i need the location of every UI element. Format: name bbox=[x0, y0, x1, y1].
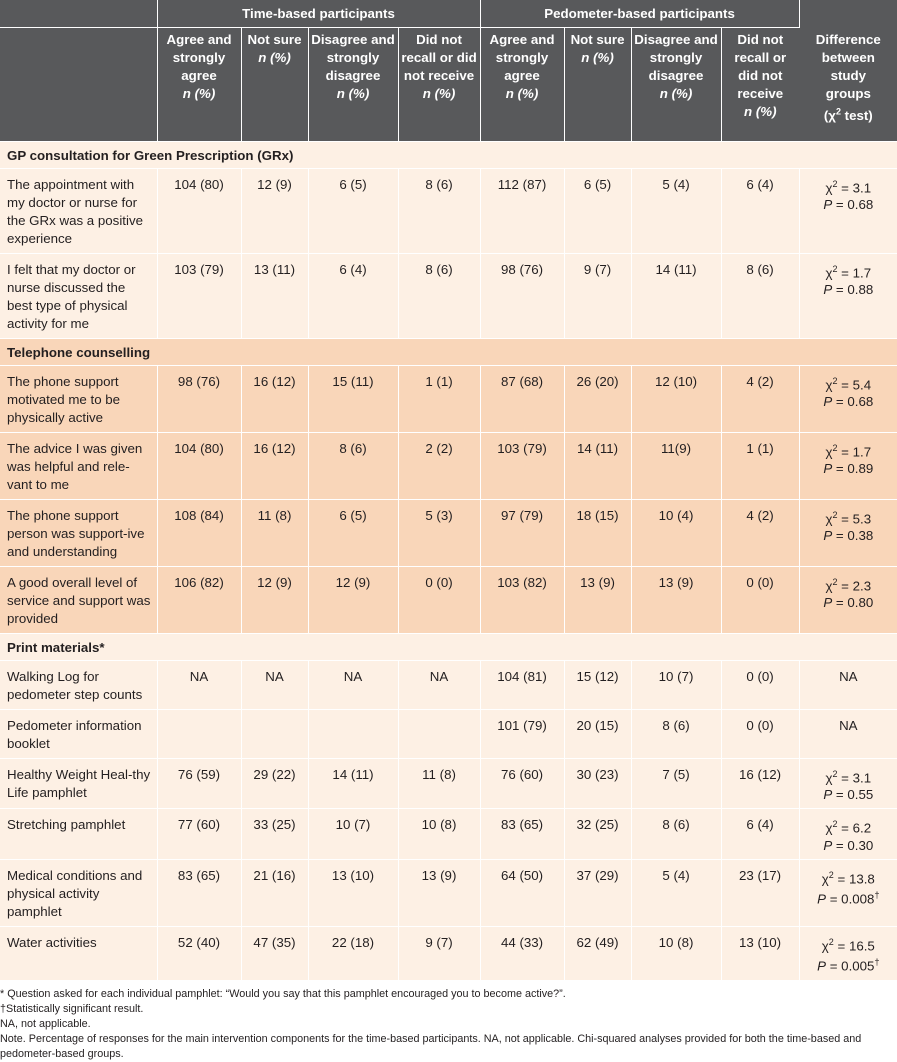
chi-square-cell bbox=[799, 859, 897, 926]
value-cell: 18 (15) bbox=[564, 500, 631, 567]
chi-value: 3.1 bbox=[852, 770, 872, 786]
p-value: P = 0.55 bbox=[823, 787, 874, 803]
question-cell: The advice I was given was helpful and rele-vant to me bbox=[0, 433, 157, 500]
chi-square-cell bbox=[799, 809, 897, 859]
value-cell: 77 (60) bbox=[157, 809, 241, 859]
value-cell: 30 (23) bbox=[564, 759, 631, 809]
table-note: †Statistically significant result. bbox=[0, 1002, 144, 1015]
value-cell: 5 (3) bbox=[398, 500, 480, 567]
value-cell: 87 (68) bbox=[480, 366, 564, 433]
value-cell: 26 (20) bbox=[564, 366, 631, 433]
chi-square-value: $\chi^2 = 13.8$ bbox=[821, 869, 875, 887]
table-row bbox=[0, 809, 897, 859]
value-cell: 101 (79) bbox=[480, 710, 564, 759]
value-cell: NA bbox=[241, 661, 308, 710]
question-cell: Walking Log for pedometer step counts bbox=[0, 661, 157, 710]
header-ped-agree bbox=[480, 28, 564, 142]
value-cell: 9 (7) bbox=[564, 254, 631, 339]
value-cell: 52 (40) bbox=[157, 926, 241, 980]
value-cell: 5 (4) bbox=[631, 859, 721, 926]
chi-square-value: $\chi^2 = 5.3$ bbox=[825, 510, 872, 527]
value-cell: 6 (4) bbox=[721, 169, 799, 254]
value-cell: 10 (8) bbox=[398, 809, 480, 859]
question-cell: The phone support motivated me to be physically active bbox=[0, 366, 157, 433]
chi-square-value: $\chi^2 = 3.1$ bbox=[825, 179, 872, 196]
header-ped-disagree bbox=[631, 28, 721, 142]
value-cell: 0 (0) bbox=[398, 567, 480, 634]
chi-value: 3.1 bbox=[852, 180, 872, 196]
p-number: 0.89 bbox=[847, 461, 874, 477]
chi-value: 2.3 bbox=[852, 578, 872, 594]
value-cell: 103 (79) bbox=[157, 254, 241, 339]
value-cell: 8 (6) bbox=[308, 433, 398, 500]
header-label: Disagree and strongly disagree bbox=[311, 32, 395, 83]
header-label: Did not recall or did not receive bbox=[401, 32, 477, 83]
value-cell bbox=[308, 710, 398, 759]
p-value: P = 0.89 bbox=[823, 461, 874, 477]
value-cell: 6 (4) bbox=[721, 809, 799, 859]
value-cell: 10 (4) bbox=[631, 500, 721, 567]
table-row bbox=[0, 433, 897, 500]
value-cell: 32 (25) bbox=[564, 809, 631, 859]
value-cell: 6 (5) bbox=[308, 500, 398, 567]
value-cell: 2 (2) bbox=[398, 433, 480, 500]
value-cell: 14 (11) bbox=[631, 254, 721, 339]
table-row bbox=[0, 366, 897, 433]
value-cell: 97 (79) bbox=[480, 500, 564, 567]
value-cell: 14 (11) bbox=[564, 433, 631, 500]
header-time-recall bbox=[398, 28, 480, 142]
value-cell: 37 (29) bbox=[564, 859, 631, 926]
p-number: 0.38 bbox=[847, 528, 874, 544]
chi-square-cell bbox=[799, 169, 897, 254]
value-cell: 23 (17) bbox=[721, 859, 799, 926]
significance-mark: † bbox=[874, 890, 880, 901]
difference-label: Difference between study groups ($\chi^2$ test) bbox=[815, 32, 881, 124]
header-label: Not sure bbox=[247, 32, 302, 47]
value-cell: 112 (87) bbox=[480, 169, 564, 254]
value-cell: NA bbox=[157, 661, 241, 710]
question-cell: Stretching pamphlet bbox=[0, 809, 157, 859]
value-cell: 104 (81) bbox=[480, 661, 564, 710]
question-cell: A good overall level of service and support was provided bbox=[0, 567, 157, 634]
value-cell: 83 (65) bbox=[480, 809, 564, 859]
value-cell: 10 (8) bbox=[631, 926, 721, 980]
header-label: Agree and strongly agree bbox=[166, 32, 232, 83]
table-row bbox=[0, 254, 897, 339]
value-cell: 12 (9) bbox=[241, 567, 308, 634]
chi-square-cell bbox=[799, 500, 897, 567]
table-note: * Question asked for each individual pamphlet: “Would you say that this pamphlet encouraged you to become active?”. bbox=[0, 987, 566, 1000]
value-cell: 62 (49) bbox=[564, 926, 631, 980]
chi-square-value: $\chi^2 = 6.2$ bbox=[825, 819, 872, 836]
p-number: 0.88 bbox=[847, 282, 874, 298]
question-cell: Pedometer information booklet bbox=[0, 710, 157, 759]
header-blank bbox=[0, 0, 157, 28]
value-cell: 0 (0) bbox=[721, 710, 799, 759]
value-cell: 12 (10) bbox=[631, 366, 721, 433]
table-row bbox=[0, 710, 897, 759]
section-header-row bbox=[0, 142, 897, 169]
section-header-row bbox=[0, 339, 897, 366]
p-number: 0.30 bbox=[847, 837, 874, 853]
value-cell: 44 (33) bbox=[480, 926, 564, 980]
header-npct: n (%) bbox=[336, 86, 370, 101]
value-cell: 16 (12) bbox=[241, 366, 308, 433]
header-group-pedometer: Pedometer-based participants bbox=[480, 0, 799, 28]
value-cell: 6 (5) bbox=[564, 169, 631, 254]
value-cell: 13 (9) bbox=[398, 859, 480, 926]
value-cell: 108 (84) bbox=[157, 500, 241, 567]
header-ped-notsure bbox=[564, 28, 631, 142]
chi-value: 5.4 bbox=[852, 377, 872, 393]
value-cell bbox=[157, 710, 241, 759]
table-row bbox=[0, 926, 897, 980]
value-cell: 22 (18) bbox=[308, 926, 398, 980]
value-cell: 10 (7) bbox=[308, 809, 398, 859]
table-row bbox=[0, 759, 897, 809]
value-cell: 106 (82) bbox=[157, 567, 241, 634]
p-number: 0.80 bbox=[847, 595, 874, 611]
chi-value: 16.5 bbox=[848, 938, 875, 954]
p-value: P = 0.008† bbox=[817, 890, 880, 907]
value-cell: 15 (11) bbox=[308, 366, 398, 433]
table-notes bbox=[0, 981, 897, 1062]
value-cell: 104 (80) bbox=[157, 169, 241, 254]
header-npct: n (%) bbox=[505, 86, 539, 101]
value-cell: 6 (4) bbox=[308, 254, 398, 339]
chi-square-cell: NA bbox=[799, 661, 897, 710]
question-cell: The appointment with my doctor or nurse for the GRx was a positive experience bbox=[0, 169, 157, 254]
question-cell: Medical conditions and physical activity pamphlet bbox=[0, 859, 157, 926]
table-row bbox=[0, 169, 897, 254]
header-npct: n (%) bbox=[422, 86, 456, 101]
header-npct: n (%) bbox=[258, 50, 291, 65]
value-cell: 64 (50) bbox=[480, 859, 564, 926]
question-cell: Healthy Weight Heal-thy Life pamphlet bbox=[0, 759, 157, 809]
chi-square-value: $\chi^2 = 1.7$ bbox=[825, 443, 872, 460]
p-number: 0.55 bbox=[847, 787, 874, 803]
header-time-disagree bbox=[308, 28, 398, 142]
chi-square-cell bbox=[799, 366, 897, 433]
value-cell: 5 (4) bbox=[631, 169, 721, 254]
value-cell: 13 (9) bbox=[564, 567, 631, 634]
value-cell: 7 (5) bbox=[631, 759, 721, 809]
value-cell: 83 (65) bbox=[157, 859, 241, 926]
value-cell: 0 (0) bbox=[721, 661, 799, 710]
header-ped-recall bbox=[721, 28, 799, 142]
chi-square-value: $\chi^2 = 16.5$ bbox=[821, 936, 875, 954]
p-value: P = 0.38 bbox=[823, 528, 874, 544]
p-number: 0.68 bbox=[847, 197, 874, 213]
p-number: 0.68 bbox=[847, 394, 874, 410]
table-row bbox=[0, 567, 897, 634]
p-value: P = 0.005† bbox=[817, 957, 880, 974]
value-cell: 76 (59) bbox=[157, 759, 241, 809]
chi-square-value: $\chi^2 = 3.1$ bbox=[825, 769, 872, 786]
value-cell bbox=[398, 710, 480, 759]
value-cell: 4 (2) bbox=[721, 366, 799, 433]
value-cell: 11 (8) bbox=[241, 500, 308, 567]
header-npct: n (%) bbox=[581, 50, 614, 65]
value-cell: 98 (76) bbox=[157, 366, 241, 433]
value-cell: NA bbox=[398, 661, 480, 710]
question-cell: The phone support person was support-ive and understanding bbox=[0, 500, 157, 567]
question-cell: I felt that my doctor or nurse discussed the best type of physical activity for me bbox=[0, 254, 157, 339]
value-cell: 14 (11) bbox=[308, 759, 398, 809]
chi-square-cell bbox=[799, 567, 897, 634]
value-cell: 13 (10) bbox=[308, 859, 398, 926]
value-cell: 8 (6) bbox=[398, 254, 480, 339]
p-value: P = 0.88 bbox=[823, 282, 874, 298]
chi-square-cell bbox=[799, 926, 897, 980]
value-cell: 104 (80) bbox=[157, 433, 241, 500]
value-cell: 12 (9) bbox=[241, 169, 308, 254]
chi-square-value: $\chi^2 = 5.4$ bbox=[825, 376, 872, 393]
p-value: P = 0.80 bbox=[823, 595, 874, 611]
chi-square-value: $\chi^2 = 2.3$ bbox=[825, 577, 872, 594]
value-cell: 8 (6) bbox=[631, 809, 721, 859]
value-cell: 10 (7) bbox=[631, 661, 721, 710]
section-title: GP consultation for Green Prescription (GRx) bbox=[0, 142, 897, 169]
value-cell bbox=[241, 710, 308, 759]
chi-square-cell bbox=[799, 254, 897, 339]
value-cell: 33 (25) bbox=[241, 809, 308, 859]
value-cell: 8 (6) bbox=[398, 169, 480, 254]
section-title: Telephone counselling bbox=[0, 339, 897, 366]
value-cell: 76 (60) bbox=[480, 759, 564, 809]
header-npct: n (%) bbox=[744, 104, 777, 119]
chi-square-cell bbox=[799, 433, 897, 500]
p-value: P = 0.68 bbox=[823, 197, 874, 213]
table-body bbox=[0, 142, 897, 981]
value-cell: 47 (35) bbox=[241, 926, 308, 980]
value-cell: NA bbox=[308, 661, 398, 710]
header-difference bbox=[799, 0, 897, 142]
value-cell: 20 (15) bbox=[564, 710, 631, 759]
header-time-agree bbox=[157, 28, 241, 142]
header-label: Not sure bbox=[570, 32, 625, 47]
value-cell: 11 (8) bbox=[398, 759, 480, 809]
chi-square-value: $\chi^2 = 1.7$ bbox=[825, 264, 872, 281]
value-cell: 21 (16) bbox=[241, 859, 308, 926]
value-cell: 16 (12) bbox=[241, 433, 308, 500]
table-row bbox=[0, 500, 897, 567]
table-note: Note. Percentage of responses for the main intervention components for the time-based participants. NA, not applicable. Chi-squared analyses provided for both the time-based and pedometer-based groups. bbox=[0, 1032, 862, 1060]
table-row bbox=[0, 661, 897, 710]
chi-square-cell: NA bbox=[799, 710, 897, 759]
value-cell: 13 (9) bbox=[631, 567, 721, 634]
chi-value: 1.7 bbox=[852, 265, 872, 281]
header-label: Agree and strongly agree bbox=[489, 32, 555, 83]
value-cell: 1 (1) bbox=[398, 366, 480, 433]
value-cell: 1 (1) bbox=[721, 433, 799, 500]
value-cell: 16 (12) bbox=[721, 759, 799, 809]
header-label: Disagree and strongly disagree bbox=[634, 32, 718, 83]
value-cell: 11(9) bbox=[631, 433, 721, 500]
value-cell: 8 (6) bbox=[631, 710, 721, 759]
header-npct: n (%) bbox=[659, 86, 693, 101]
p-number: 0.008 bbox=[841, 891, 875, 907]
chi-value: 1.7 bbox=[852, 444, 872, 460]
value-cell: 103 (79) bbox=[480, 433, 564, 500]
value-cell: 98 (76) bbox=[480, 254, 564, 339]
section-header-row bbox=[0, 634, 897, 661]
value-cell: 13 (10) bbox=[721, 926, 799, 980]
section-title: Print materials* bbox=[0, 634, 897, 661]
question-cell: Water activities bbox=[0, 926, 157, 980]
header-time-notsure bbox=[241, 28, 308, 142]
header-npct: n (%) bbox=[182, 86, 216, 101]
value-cell: 8 (6) bbox=[721, 254, 799, 339]
significance-mark: † bbox=[874, 957, 880, 968]
table-header bbox=[0, 0, 897, 142]
value-cell: 6 (5) bbox=[308, 169, 398, 254]
chi-value: 6.2 bbox=[852, 820, 872, 836]
value-cell: 12 (9) bbox=[308, 567, 398, 634]
header-blank-sub bbox=[0, 28, 157, 142]
table-note: NA, not applicable. bbox=[0, 1017, 91, 1030]
p-value: P = 0.68 bbox=[823, 394, 874, 410]
chi-value: 13.8 bbox=[848, 871, 875, 887]
value-cell: 4 (2) bbox=[721, 500, 799, 567]
p-number: 0.005 bbox=[841, 958, 875, 974]
table-row bbox=[0, 859, 897, 926]
value-cell: 0 (0) bbox=[721, 567, 799, 634]
value-cell: 29 (22) bbox=[241, 759, 308, 809]
header-group-time: Time-based participants bbox=[157, 0, 480, 28]
chi-value: 5.3 bbox=[852, 511, 872, 527]
header-label: Did not recall or did not receive bbox=[734, 32, 787, 101]
value-cell: 15 (12) bbox=[564, 661, 631, 710]
chi-square-cell bbox=[799, 759, 897, 809]
value-cell: 103 (82) bbox=[480, 567, 564, 634]
value-cell: 13 (11) bbox=[241, 254, 308, 339]
p-value: P = 0.30 bbox=[823, 837, 874, 853]
value-cell: 9 (7) bbox=[398, 926, 480, 980]
